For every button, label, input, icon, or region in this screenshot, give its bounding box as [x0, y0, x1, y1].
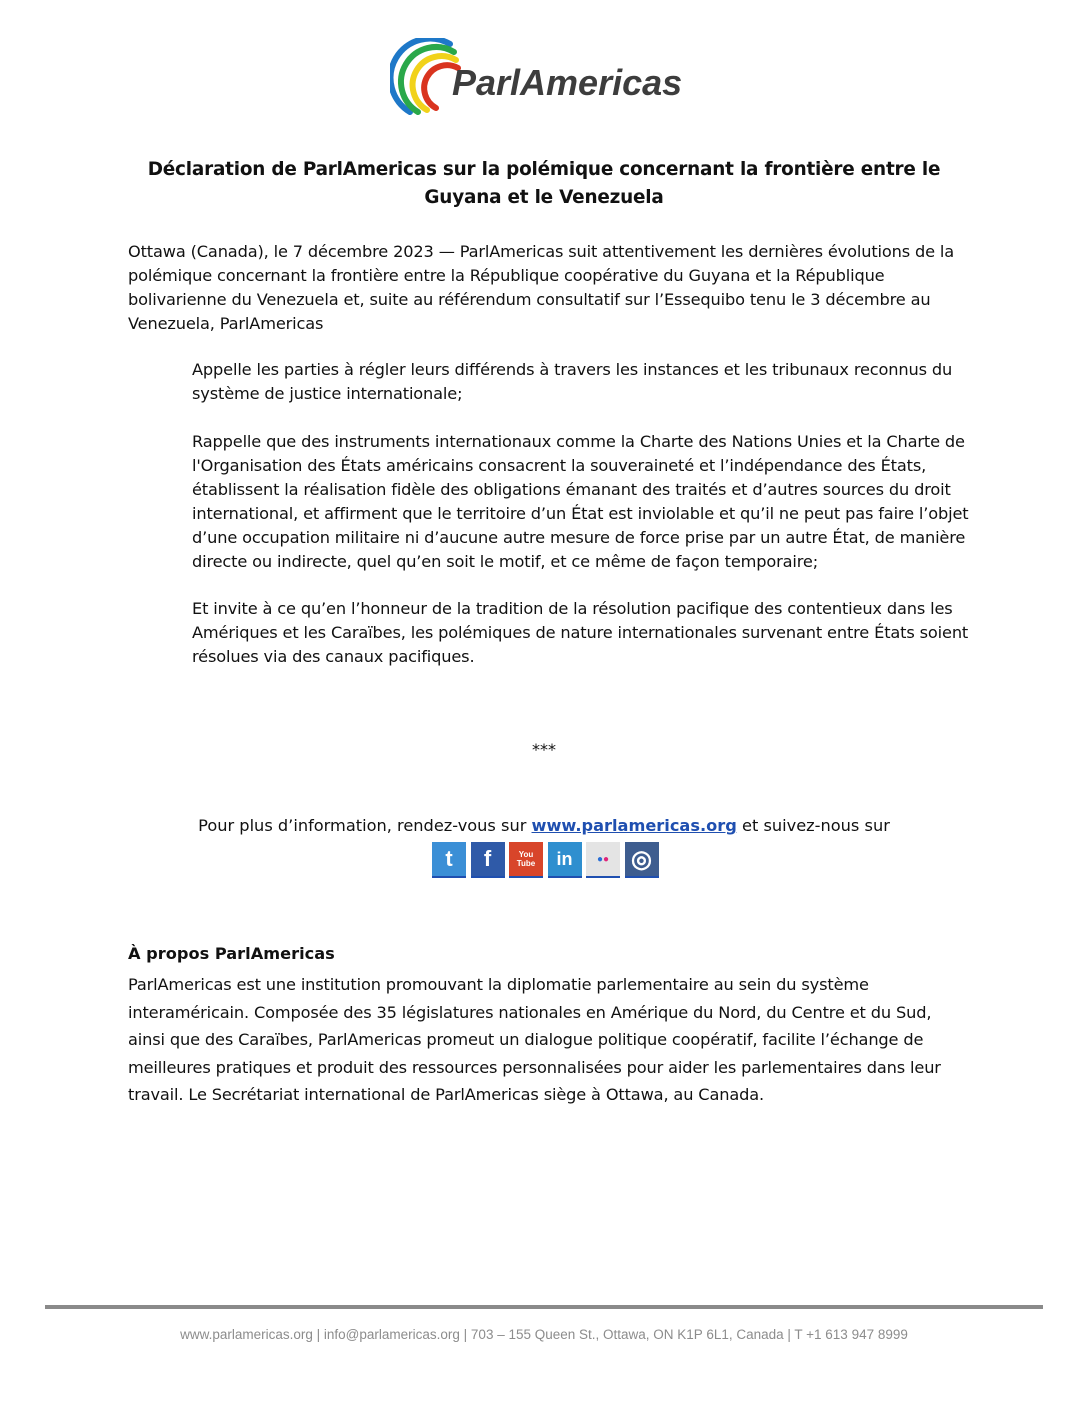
intro-paragraph: Ottawa (Canada), le 7 décembre 2023 — ParlAmericas suit attentivement les dernières évolutions de la polémique concernant la frontière entre la République coopérative du Guyana et la République bolivarienne du Venezuela et, suite au référendum consultatif sur l’Essequibo tenu le 3 décembre au Venezuela, ParlAmericas — [128, 242, 955, 334]
point-paragraph-2: Rappelle que des instruments internationaux comme la Charte des Nations Unies et la Charte de l'Organisation des États américains consacrent la souveraineté et l’indépendance des États, établissent la réalisation fidèle des obligations émanant des traités et d’autres sources du droit international, et affirment que le territoire d’un État est inviolable et qu’il ne peut pas faire l’objet d’une occupation militaire ni d’aucune autre mesure de force prise par un autre État, de manière directe ou indirecte, quel qu’en soit le motif, et ce même de façon temporaire; — [192, 432, 969, 572]
about-heading: À propos ParlAmericas — [128, 944, 335, 963]
flickr-icon[interactable]: ● ● — [586, 842, 620, 878]
info-text-after: et suivez-nous sur — [736, 816, 890, 835]
parlamericas-logo — [390, 38, 700, 130]
youtube-icon[interactable]: You Tube — [509, 842, 543, 878]
section-separator: *** — [532, 740, 556, 759]
document-title: Déclaration de ParlAmericas sur la polémique concernant la frontière entre le Guyana et le Venezuela — [147, 159, 941, 208]
footer-contact: www.parlamericas.org | info@parlamericas.org | 703 – 155 Queen St., Ottawa, ON K1P 6L1, Canada | T +1 613 947 8999 — [180, 1327, 908, 1342]
twitter-icon[interactable]: t — [432, 842, 466, 878]
footer-divider — [45, 1305, 1043, 1309]
info-line — [0, 815, 1088, 837]
website-link[interactable]: www.parlamericas.org — [531, 816, 737, 835]
linkedin-icon[interactable]: in — [548, 842, 582, 878]
point-paragraph-3: Et invite à ce qu’en l’honneur de la tradition de la résolution pacifique des contentieux dans les Amériques et les Caraïbes, les polémiques de nature internationales survenant entre États soient résolues via des canaux pacifiques. — [192, 599, 969, 667]
social-icons — [432, 842, 663, 882]
facebook-icon[interactable]: f — [471, 842, 505, 878]
about-paragraph: ParlAmericas est une institution promouvant la diplomatie parlementaire au sein du système interaméricain. Composée des 35 législatures nationales en Amérique du Nord, du Centre et du Sud, ainsi que des Caraïbes, ParlAmericas promeut un dialogue politique coopératif, facilite l’échange de meilleures pratiques et produit des ressources personnalisées pour aider les parlementaires dans leur travail. Le Secrétariat international de ParlAmericas siège à Ottawa, au Canada. — [128, 975, 941, 1104]
logo-text: ParlAmericas — [452, 62, 683, 103]
info-text-before: Pour plus d’information, rendez-vous sur — [198, 816, 532, 835]
point-paragraph-1: Appelle les parties à régler leurs différends à travers les instances et les tribunaux reconnus du système de justice internationale; — [192, 360, 953, 404]
instagram-icon[interactable]: ◎ — [625, 842, 659, 878]
